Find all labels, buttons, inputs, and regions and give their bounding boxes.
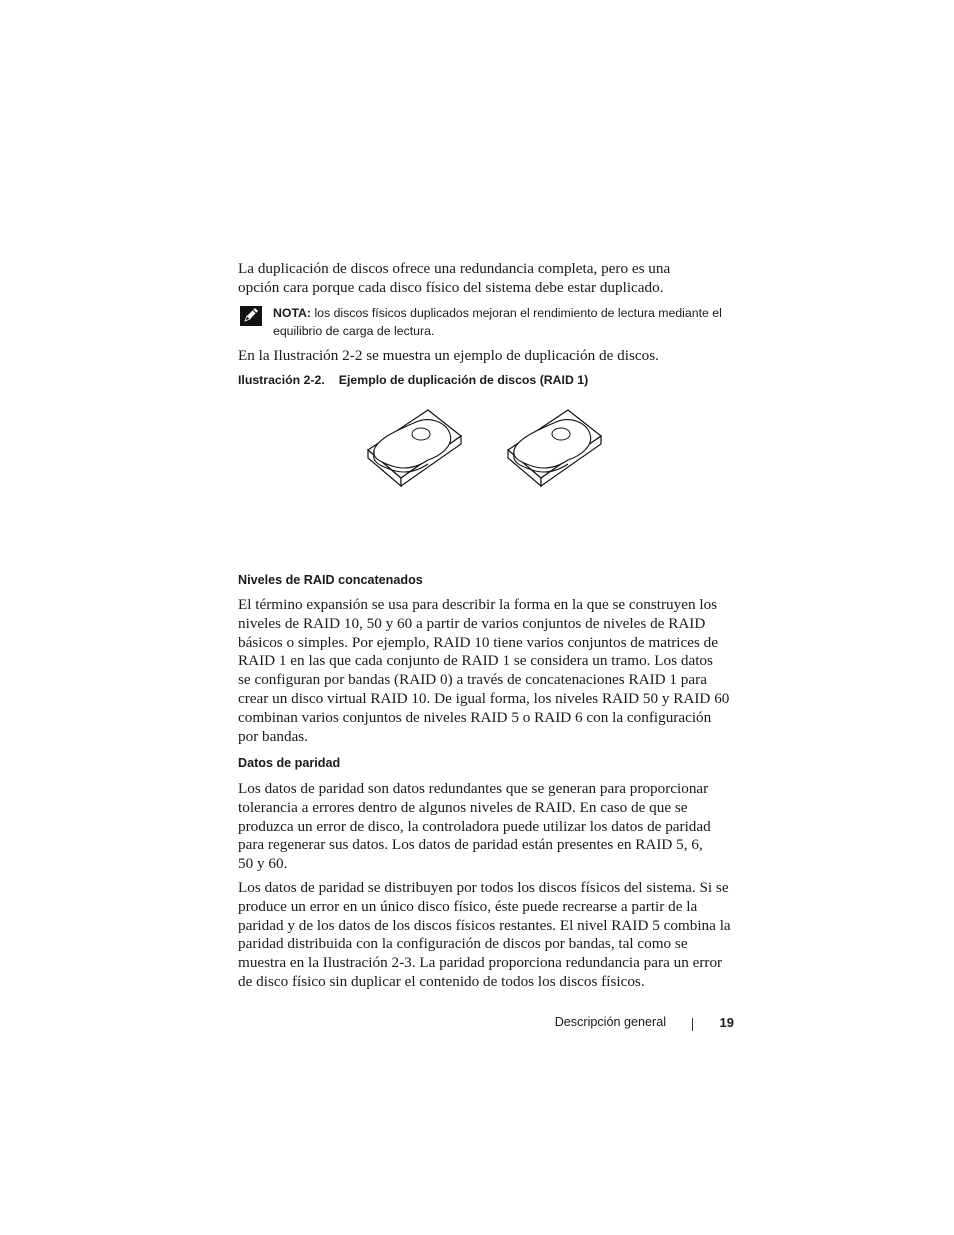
figure-caption	[238, 373, 588, 387]
text-line: por bandas.	[238, 727, 309, 745]
text-line: 50 y 60.	[238, 855, 288, 873]
note-text	[273, 304, 743, 340]
footer-section-title: Descripción general	[554, 1015, 666, 1029]
note-label: NOTA:	[273, 306, 312, 320]
section-heading: Datos de paridad	[238, 756, 341, 770]
intro-paragraph	[238, 260, 738, 298]
hard-disk-icon	[368, 410, 461, 486]
text-line: para regenerar sus datos. Los datos de paridad están presentes en RAID 5, 6,	[238, 836, 703, 854]
text-line: paridad distribuida con la configuración de discos por bandas, tal como se	[238, 935, 688, 953]
text-line: de disco físico sin duplicar el contenido de todos los discos físicos.	[238, 972, 645, 990]
text-line: tolerancia a errores dentro de algunos niveles de RAID. En caso de que se	[238, 798, 688, 816]
text-line: se configuran por bandas (RAID 0) a través de concatenaciones RAID 1 para	[238, 671, 707, 689]
section-paragraph	[238, 596, 738, 746]
note-line: equilibrio de carga de lectura.	[273, 324, 435, 338]
page-footer	[0, 1015, 954, 1035]
text-line: muestra en la Ilustración 2-3. La paridad proporciona redundancia para un error	[238, 954, 723, 972]
note-pencil-icon	[240, 306, 262, 326]
footer-divider	[692, 1018, 693, 1031]
text-line: Los datos de paridad son datos redundantes que se generan para proporcionar	[238, 780, 709, 797]
text-line: RAID 1 en las que cada conjunto de RAID 1 se considera un tramo. Los datos	[238, 652, 713, 670]
note-body: los discos físicos duplicados mejoran el rendimiento de lectura mediante el	[314, 306, 722, 320]
text-line: básicos o simples. Por ejemplo, RAID 10 tiene varios conjuntos de matrices de	[238, 633, 719, 651]
hard-disk-icon	[508, 410, 601, 486]
text-line: La duplicación de discos ofrece una redundancia completa, pero es una	[238, 260, 671, 277]
text-line: paridad y de los datos de los discos físicos restantes. El nivel RAID 5 combina la	[238, 916, 731, 934]
text-line: Los datos de paridad se distribuyen por todos los discos físicos del sistema. Si se	[238, 879, 729, 896]
section-paragraph	[238, 780, 738, 874]
figure-number: Ilustración 2-2.	[238, 373, 325, 387]
page-number: 19	[719, 1015, 734, 1030]
text-line: niveles de RAID 10, 50 y 60 a partir de varios conjuntos de niveles de RAID	[238, 614, 706, 632]
text-line: En la Ilustración 2-2 se muestra un ejemplo de duplicación de discos.	[238, 347, 659, 364]
text-line: crear un disco virtual RAID 10. De igual forma, los niveles RAID 50 y RAID 60	[238, 689, 730, 707]
note-line	[273, 304, 743, 322]
figure-title: Ejemplo de duplicación de discos (RAID 1)	[338, 373, 589, 387]
text-line: El término expansión se usa para describir la forma en la que se construyen los	[238, 596, 718, 613]
raid1-mirror-figure	[360, 400, 620, 500]
text-line: produzca un error de disco, la controladora puede utilizar los datos de paridad	[238, 817, 711, 835]
section-heading: Niveles de RAID concatenados	[238, 573, 423, 587]
figure-reference-paragraph	[238, 347, 738, 366]
text-line: produce un error en un único disco físico, éste puede recrearse a partir de la	[238, 897, 698, 915]
text-line: combinan varios conjuntos de niveles RAID 5 o RAID 6 con la configuración	[238, 708, 712, 726]
section-paragraph	[238, 879, 738, 992]
text-line: opción cara porque cada disco físico del sistema debe estar duplicado.	[238, 278, 664, 296]
